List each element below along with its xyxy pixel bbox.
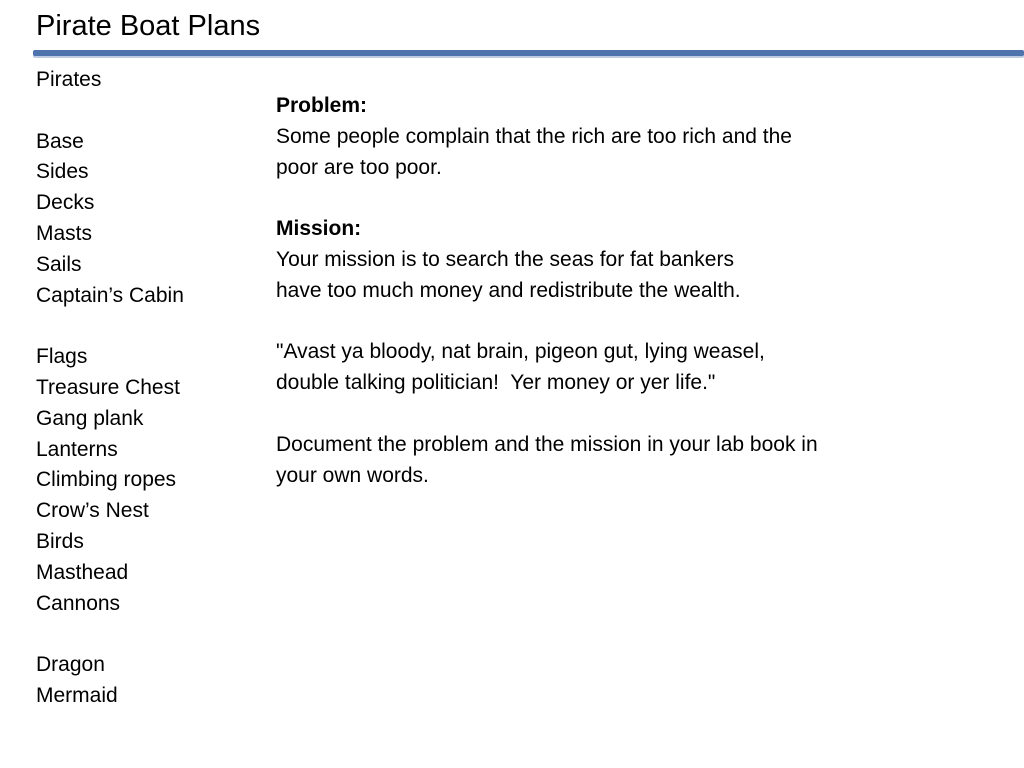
list-item-decks: Decks bbox=[36, 191, 95, 215]
mission-text-line: have too much money and redistribute the wealth. bbox=[276, 278, 741, 302]
title-underline-bar bbox=[33, 50, 1024, 56]
pirate-quote-line: "Avast ya bloody, nat brain, pigeon gut, lying weasel, bbox=[276, 340, 765, 364]
problem-text-line: Some people complain that the rich are too rich and the bbox=[276, 124, 792, 148]
list-item-mermaid: Mermaid bbox=[36, 683, 118, 707]
list-item-birds: Birds bbox=[36, 529, 84, 553]
instruction-line: Document the problem and the mission in your lab book in bbox=[276, 432, 818, 456]
list-item-treasure-chest: Treasure Chest bbox=[36, 375, 180, 399]
list-item-dragon: Dragon bbox=[36, 653, 105, 677]
slide-title: Pirate Boat Plans bbox=[36, 10, 261, 42]
list-item-pirates: Pirates bbox=[36, 68, 102, 91]
list-spacer bbox=[36, 96, 256, 127]
list-spacer bbox=[36, 619, 256, 650]
boat-parts-list bbox=[36, 65, 256, 712]
paragraph-spacer bbox=[276, 307, 916, 338]
list-item-climbing-ropes: Climbing ropes bbox=[36, 468, 177, 492]
list-item-flags: Flags bbox=[36, 345, 88, 369]
list-item-captains-cabin: Captain’s Cabin bbox=[36, 283, 184, 307]
list-item-base: Base bbox=[36, 129, 84, 153]
pirate-quote-line: double talking politician! Yer money or yer life." bbox=[276, 371, 716, 395]
mission-text-line: Your mission is to search the seas for fat bankers bbox=[276, 247, 734, 271]
paragraph-spacer bbox=[276, 399, 916, 430]
list-item-lanterns: Lanterns bbox=[36, 437, 118, 461]
list-item-cannons: Cannons bbox=[36, 591, 121, 615]
list-item-gang-plank: Gang plank bbox=[36, 406, 144, 430]
problem-heading: Problem: bbox=[276, 94, 368, 117]
list-item-sails: Sails bbox=[36, 252, 82, 276]
list-item-sides: Sides bbox=[36, 160, 89, 184]
mission-text-block bbox=[276, 91, 916, 491]
list-item-crows-nest: Crow’s Nest bbox=[36, 499, 149, 523]
instruction-line: your own words. bbox=[276, 463, 429, 487]
problem-text-line: poor are too poor. bbox=[276, 155, 442, 179]
list-item-masts: Masts bbox=[36, 221, 93, 245]
list-item-masthead: Masthead bbox=[36, 560, 129, 584]
list-spacer bbox=[36, 311, 256, 342]
title-underline bbox=[33, 49, 1024, 59]
mission-heading: Mission: bbox=[276, 217, 362, 241]
paragraph-spacer bbox=[276, 183, 916, 214]
